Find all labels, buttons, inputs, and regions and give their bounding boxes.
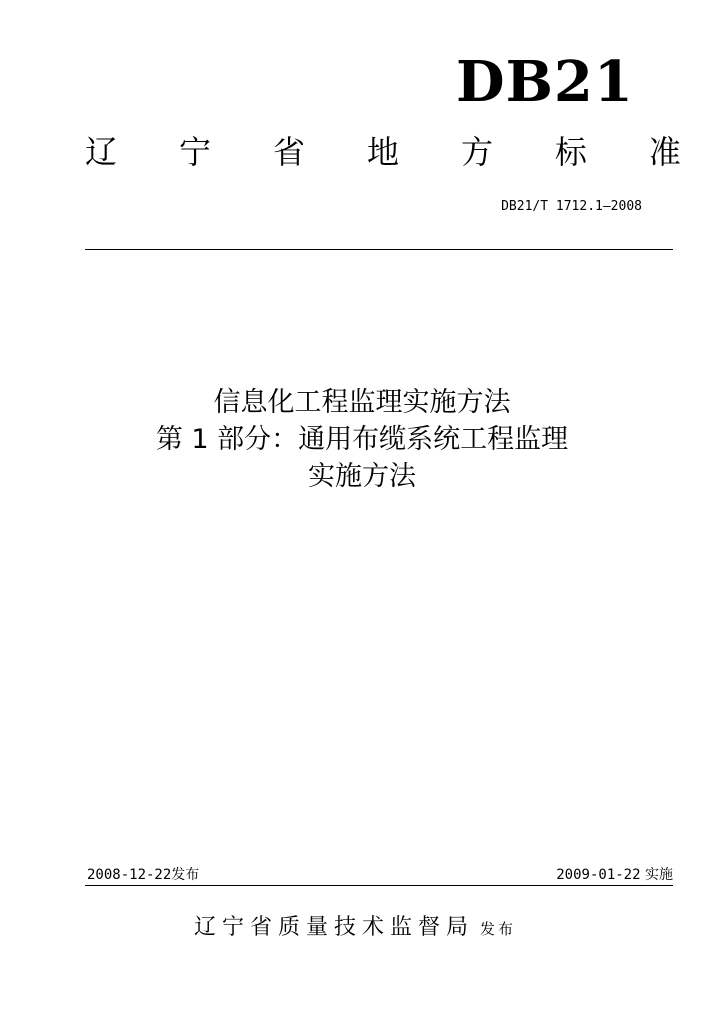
effective-label: 实施 (645, 867, 673, 883)
issuing-authority: 辽宁省质量技术监督局 (194, 915, 475, 940)
standard-type-char: 方 (460, 133, 493, 171)
standard-type-heading (85, 132, 681, 172)
document-title (0, 384, 724, 495)
standard-code-db21: DB21 (456, 49, 634, 115)
publish-date-block (87, 866, 199, 884)
standard-type-char: 省 (272, 133, 305, 171)
standard-type-char: 标 (554, 133, 587, 171)
standard-number: DB21/T 1712.1—2008 (501, 199, 642, 214)
standard-type-char: 宁 (178, 133, 211, 171)
effective-date: 2009-01-22 (556, 867, 641, 883)
header-divider (85, 249, 673, 250)
issue-word: 发布 (480, 920, 517, 938)
title-line-1: 信息化工程监理实施方法 (213, 387, 511, 418)
standard-type-char: 地 (366, 133, 399, 171)
publish-date: 2008-12-22 (87, 867, 172, 883)
publish-label: 发布 (171, 867, 200, 883)
effective-date-block (556, 866, 673, 884)
title-line-3: 实施方法 (308, 461, 416, 492)
issuer-row (194, 913, 516, 944)
standard-type-char: 准 (648, 133, 681, 171)
footer-divider (85, 885, 673, 886)
title-line-2: 第 1 部分：通用布缆系统工程监理 (155, 424, 569, 455)
standard-type-char: 辽 (85, 133, 118, 171)
